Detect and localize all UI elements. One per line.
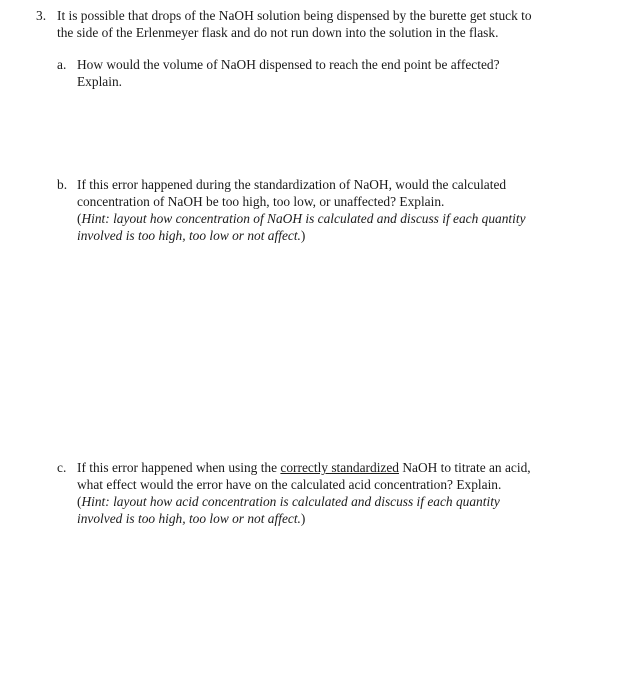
part-b-hint-text-1: Hint: layout how concentration of NaOH is calculated and discuss if each quantity — [81, 211, 526, 226]
part-c-hint-open: ( — [77, 494, 82, 509]
part-c-body — [77, 459, 577, 527]
part-c-hint-close: ) — [300, 511, 306, 526]
part-c-hint-line-2 — [77, 510, 577, 527]
question-stem-line-2: the side of the Erlenmeyer flask and do not run down into the solution in the flask. — [57, 25, 499, 40]
part-b-line-1: If this error happened during the standardization of NaOH, would the calculated — [77, 177, 507, 192]
part-a-letter: a. — [57, 57, 67, 72]
part-a-line-1: How would the volume of NaOH dispensed to reach the end point be affected? — [77, 57, 500, 72]
question-number: 3. — [36, 8, 47, 23]
part-c-underlined-phrase: correctly standardized — [280, 460, 399, 475]
part-b-line-2: concentration of NaOH be too high, too low, or unaffected? Explain. — [77, 194, 445, 209]
part-a-body — [77, 56, 577, 90]
part-c-line-1-post: NaOH to titrate an acid, — [399, 460, 531, 475]
question-stem — [57, 7, 617, 41]
part-b-hint-line-2 — [77, 227, 577, 244]
part-c-line-1 — [77, 459, 577, 476]
part-c-hint-line-1 — [77, 493, 577, 510]
part-b-body — [77, 176, 577, 244]
part-c-line-2: what effect would the error have on the calculated acid concentration? Explain. — [77, 477, 502, 492]
part-c-hint-text-2: involved is too high, too low or not affect. — [77, 511, 301, 526]
part-c-letter: c. — [57, 460, 67, 475]
part-a-line-2: Explain. — [77, 74, 122, 89]
part-b-letter: b. — [57, 177, 68, 192]
part-b-hint-open: ( — [77, 211, 82, 226]
part-b-hint-line-1 — [77, 210, 577, 227]
part-c-line-1-pre: If this error happened when using the — [77, 460, 281, 475]
question-stem-line-1: It is possible that drops of the NaOH solution being dispensed by the burette get stuck to — [57, 8, 532, 23]
part-b-hint-close: ) — [300, 228, 306, 243]
part-b-hint-text-2: involved is too high, too low or not affect. — [77, 228, 301, 243]
part-c-hint-text-1: Hint: layout how acid concentration is calculated and discuss if each quantity — [81, 494, 500, 509]
